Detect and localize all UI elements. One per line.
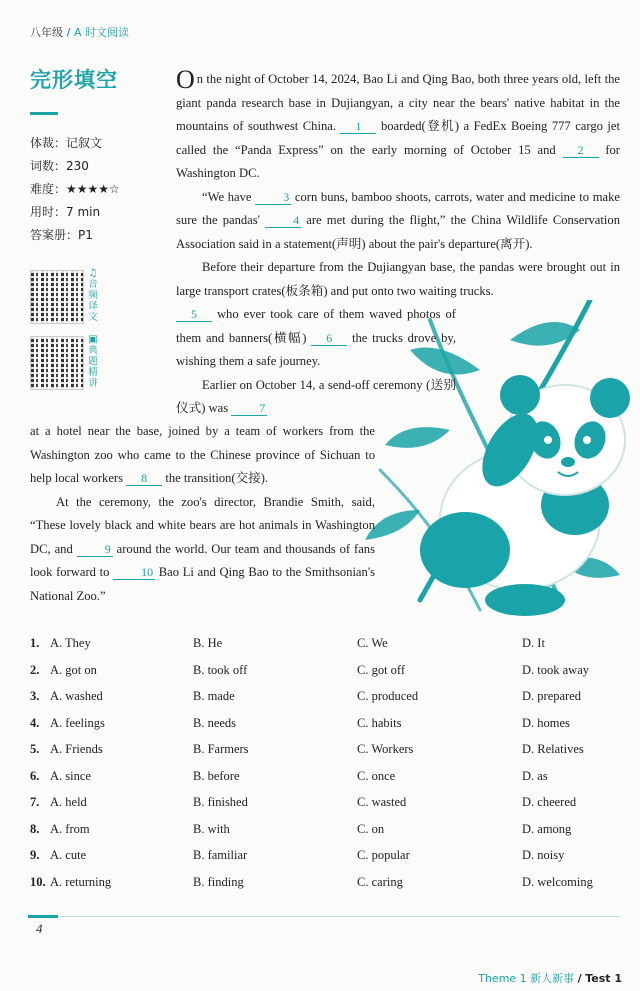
option-d[interactable]: D. took away <box>522 662 589 677</box>
answer-options <box>30 636 620 901</box>
blank-9[interactable]: 9 <box>77 542 113 557</box>
option-c[interactable]: C. Workers <box>357 742 414 756</box>
option-row: 9. A. cute B. familiar C. popular D. noisy <box>30 848 565 862</box>
section-label: A 时文阅读 <box>74 26 130 39</box>
qr-label-audio: ♫ 音频译文 <box>88 268 98 323</box>
meta-answer-page: 答案册：P1 <box>30 228 93 242</box>
option-d[interactable]: D. welcoming <box>522 874 593 889</box>
option-d[interactable]: D. cheered <box>522 795 577 809</box>
option-b[interactable]: B. made <box>193 689 235 703</box>
footer-separator: / <box>577 972 582 985</box>
footer-theme <box>478 970 622 986</box>
blank-5[interactable]: 5 <box>176 307 212 322</box>
paragraph-2: “We have 3 corn buns, bamboo shoots, carrots, water and medicine to make sure the pandas' 4 are met during the flight,” the China Wildlife Conservation Association said in a statement(声明) about the pair's departure(离开). <box>176 189 620 251</box>
passage-lower <box>30 420 375 608</box>
option-d[interactable]: D. homes <box>522 715 570 730</box>
passage-intro <box>176 65 620 303</box>
option-row: 1. A. They B. He C. We D. It <box>30 636 545 650</box>
option-a[interactable]: A. since <box>50 768 91 783</box>
option-a[interactable]: A. cute <box>50 848 87 862</box>
meta-difficulty: 难度：★★★★☆ <box>30 182 120 196</box>
option-d[interactable]: D. It <box>522 636 545 650</box>
header-separator: / <box>66 26 71 39</box>
option-a[interactable]: A. from <box>50 821 90 836</box>
option-row: 6. A. since B. before C. once D. as <box>30 768 548 783</box>
page-header <box>30 24 129 40</box>
dropcap: O <box>176 65 195 94</box>
blank-2[interactable]: 2 <box>563 143 599 158</box>
paragraph-4b: at a hotel near the base, joined by a team of workers from the Washington zoo who came to the Chinese province of Sichuan to help local workers 8 the transition(交接). <box>30 424 375 485</box>
test-label: Test 1 <box>585 972 622 985</box>
option-a[interactable]: A. They <box>50 636 91 650</box>
option-c[interactable]: C. habits <box>357 715 402 730</box>
option-a[interactable]: A. washed <box>50 689 103 703</box>
blank-6[interactable]: 6 <box>311 331 347 346</box>
qr-code-audio[interactable] <box>30 270 84 324</box>
paragraph-1: On the night of October 14, 2024, Bao Li and Qing Bao, both three years old, left the giant panda research base in Dujiangyan, a city near the bears' native habitat in the mountains of southwest China. 1 boarded(登机) a FedEx Boeing 777 cargo jet called the “Panda Express” on the early morning of October 15 and 2 for Washington DC. <box>176 65 620 180</box>
footer-divider <box>28 916 620 917</box>
option-a[interactable]: A. held <box>50 795 87 809</box>
meta-time: 用时：7 min <box>30 205 101 219</box>
option-a[interactable]: A. feelings <box>50 715 105 730</box>
blank-8[interactable]: 8 <box>126 471 162 486</box>
paragraph-3a: Before their departure from the Dujiangyan base, the pandas were brought out in large transport crates(板条箱) and put onto two waiting trucks. <box>176 260 620 298</box>
paragraph-3b: 5 who ever took care of them waved photos of them and banners(横幅) 6 the trucks drove by, wishing them a safe journey. <box>176 307 456 368</box>
option-b[interactable]: B. took off <box>193 662 248 677</box>
exercise-title: 完形填空 <box>30 68 118 92</box>
option-c[interactable]: C. We <box>357 636 388 650</box>
option-row: 10. A. returning B. finding C. caring D. welcoming <box>30 874 593 889</box>
blank-10[interactable]: 10 <box>113 565 155 580</box>
option-d[interactable]: D. as <box>522 768 548 783</box>
option-b[interactable]: B. needs <box>193 715 237 730</box>
option-a[interactable]: A. returning <box>50 874 112 889</box>
option-c[interactable]: C. once <box>357 768 396 783</box>
option-b[interactable]: B. before <box>193 768 240 783</box>
qr-code-explain[interactable] <box>30 336 84 390</box>
option-c[interactable]: C. wasted <box>357 795 407 809</box>
option-b[interactable]: B. He <box>193 636 223 650</box>
page-number: 4 <box>36 921 43 936</box>
option-a[interactable]: A. got on <box>50 662 97 677</box>
option-b[interactable]: B. with <box>193 821 230 836</box>
option-d[interactable]: D. noisy <box>522 848 565 862</box>
blank-1[interactable]: 1 <box>340 119 376 134</box>
option-a[interactable]: A. Friends <box>50 742 103 756</box>
paragraph-5: At the ceremony, the zoo's director, Brandie Smith, said, “These lovely black and white bears are hot animals in Washington DC, and 9 around the world. Our team and thousands of fans look forward to 10 Bao Li and Qing Bao to the Smithsonian's National Zoo.” <box>30 494 376 603</box>
option-b[interactable]: B. Farmers <box>193 742 249 756</box>
option-row: 5. A. Friends B. Farmers C. Workers D. Relatives <box>30 742 584 756</box>
option-c[interactable]: C. got off <box>357 662 406 677</box>
option-row: 3. A. washed B. made C. produced D. prepared <box>30 689 581 703</box>
option-row: 8. A. from B. with C. on D. among <box>30 821 572 836</box>
grade-label: 八年级 <box>30 26 63 39</box>
footer-accent <box>28 915 58 918</box>
paragraph-4a: Earlier on October 14, a send-off ceremony (送别仪式) was 7 <box>176 377 456 415</box>
option-c[interactable]: C. caring <box>357 874 403 889</box>
qr-label-explain: ▣ 典题精讲 <box>88 334 98 389</box>
option-c[interactable]: C. on <box>357 821 385 836</box>
option-row: 2. A. got on B. took off C. got off D. took away <box>30 662 589 677</box>
exercise-meta <box>30 132 120 247</box>
option-row: 7. A. held B. finished C. wasted D. cheered <box>30 795 577 809</box>
blank-4[interactable]: 4 <box>265 213 301 228</box>
blank-3[interactable]: 3 <box>255 190 291 205</box>
option-d[interactable]: D. among <box>522 821 572 836</box>
meta-genre: 体裁：记叙文 <box>30 136 103 150</box>
passage-middle <box>176 303 456 421</box>
option-c[interactable]: C. produced <box>357 689 419 703</box>
blank-7[interactable]: 7 <box>231 401 267 416</box>
option-d[interactable]: D. Relatives <box>522 742 584 756</box>
theme-label: Theme 1 新人新事 <box>478 972 575 985</box>
title-underline <box>30 112 58 115</box>
option-b[interactable]: B. familiar <box>193 848 248 862</box>
meta-word-count: 词数：230 <box>30 159 89 173</box>
option-b[interactable]: B. finished <box>193 795 248 809</box>
option-c[interactable]: C. popular <box>357 848 410 862</box>
option-b[interactable]: B. finding <box>193 874 244 889</box>
option-row: 4. A. feelings B. needs C. habits D. homes <box>30 715 570 730</box>
option-d[interactable]: D. prepared <box>522 689 581 703</box>
